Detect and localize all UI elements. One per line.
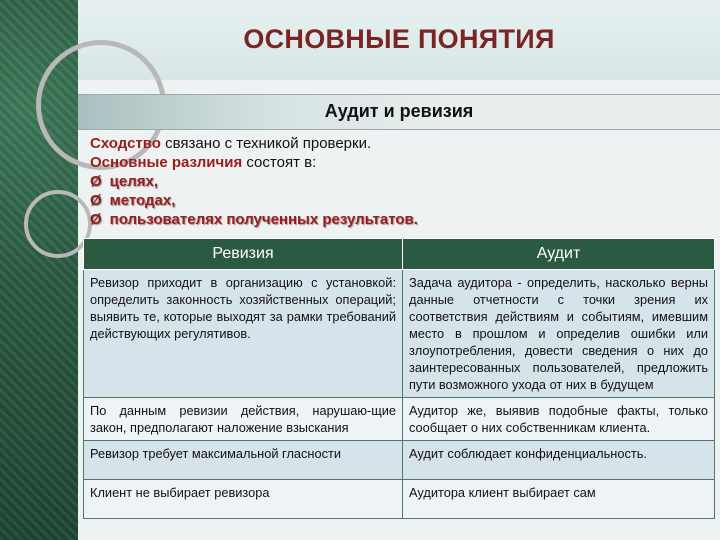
table-row (84, 480, 715, 519)
table-row (84, 270, 715, 398)
bullet-item: Ø целях, (90, 173, 159, 190)
bullet-item: Ø методах, (90, 192, 176, 209)
arrow-bullet-icon: Ø (90, 192, 102, 209)
decorative-ring-icon (24, 190, 92, 258)
comparison-table (83, 238, 715, 519)
differences-line (90, 153, 710, 172)
table-cell: Аудит соблюдает конфиденциальность. (403, 441, 715, 480)
table-cell: Ревизор требует максимальной гласности (84, 441, 403, 480)
page-title: ОСНОВНЫЕ ПОНЯТИЯ (243, 24, 555, 54)
differences-text: состоят в: (242, 154, 317, 171)
table-cell: Аудитор же, выявив подобные факты, только сообщает о них собственникам клиента. (403, 398, 715, 441)
differences-label: Основные различия (90, 154, 243, 171)
table-row (84, 441, 715, 480)
header-audit: Аудит (403, 239, 715, 270)
intro-text (90, 134, 710, 229)
bullet-item: Ø пользователях полученных результатов. (90, 211, 418, 228)
arrow-bullet-icon: Ø (90, 211, 102, 228)
table-header-row (84, 239, 715, 270)
table-cell: Клиент не выбирает ревизора (84, 480, 403, 519)
table-cell: Аудитора клиент выбирает сам (403, 480, 715, 519)
similarity-text: связано с техникой проверки. (160, 135, 372, 152)
header-revision: Ревизия (84, 239, 403, 270)
table-cell: Ревизор приходит в организацию с установкой: определить законность хозяйственных операций; выявить те, которые выходят за рамки требований действующих регулятивов. (84, 270, 403, 398)
subtitle: Аудит и ревизия (324, 101, 474, 121)
table-cell: По данным ревизии действия, нарушаю-щие закон, предполагают наложение взыскания (84, 398, 403, 441)
table-row (84, 398, 715, 441)
table-cell: Задача аудитора - определить, насколько верны данные отчетности с точки зрения их соответствия действиям и событиям, имевшим место в прошлом и определив ошибки или злоупотребления, довести сведения о них до заинтересованных пользователей, предложить пути возможного ухода от них в будущем (403, 270, 715, 398)
similarity-label: Сходство (90, 135, 161, 152)
similarity-line (90, 134, 710, 153)
arrow-bullet-icon: Ø (90, 173, 102, 190)
